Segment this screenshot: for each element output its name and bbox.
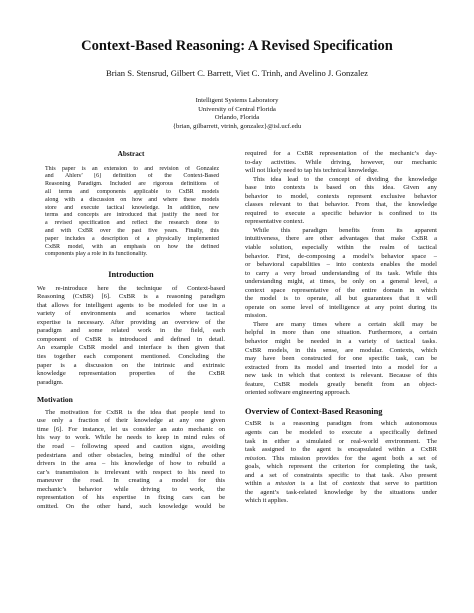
text-line: behavior might be needed in a variety of tactical tasks.: [245, 338, 437, 346]
affiliation-block: [0, 97, 474, 132]
paragraph: [245, 150, 437, 176]
text-line: agents can be modeled to execute a specifically defined: [245, 428, 437, 436]
introduction-heading: Introduction: [108, 270, 154, 280]
affiliation-university: University of Central Florida: [198, 105, 276, 113]
text-line: all terms and components applicable to CxBR models: [45, 188, 219, 195]
text-line: While this paradigm benefits from its apparent: [253, 226, 437, 234]
text-line: required for a CxBR representation of the mechanic’s day-: [245, 150, 437, 157]
text-line: CxBR model, with an emphasis on how the defined: [45, 243, 219, 250]
text-line: An example CxBR model and interface is then given that: [37, 344, 225, 352]
motivation-heading: Motivation: [37, 395, 73, 405]
text-line: the agent’s task-related knowledge by the situations under: [245, 488, 437, 496]
affiliation-city: Orlando, Florida: [214, 114, 260, 122]
text-line: understanding might, at times, be only on a general level, a: [245, 278, 437, 286]
text-line: may have been constructed for one specific task, can be: [245, 355, 437, 363]
text-line: variety of environments and scenarios where tactical: [37, 310, 225, 318]
text-line: that allows for intelligent agents to be modeled for use in a: [37, 301, 225, 309]
text-line: omitted. On the other hand, such knowledge would be: [37, 502, 225, 510]
paragraph: [245, 321, 437, 398]
text-line: mission. This mission provides for the agent both a set of: [245, 454, 437, 462]
text-line: We re-introduce here the technique of Context-based: [37, 284, 225, 292]
text-line: expertise is necessary. After providing an overview of the: [37, 318, 225, 326]
text-line: operate on some level of intelligence at any point during its: [245, 303, 437, 311]
text-line: The motivation for CxBR is the idea that people tend to: [45, 408, 225, 416]
text-line: mission.: [245, 312, 268, 320]
text-line: to-day activities. While driving, however, our mechanic: [245, 158, 437, 166]
text-line: Reasoning (CxBR) [6]. CxBR is a reasoning paradigm: [37, 293, 225, 301]
text-line: extracted from its model and inserted into a model for a: [245, 363, 437, 371]
text-line: paper includes a description of a physically implemented: [45, 235, 219, 242]
text-line: along with a discussion on how and where these models: [45, 196, 219, 203]
text-line: paradigm and some related work in the field, each: [37, 327, 225, 335]
text-line: task assigned to the agent is encapsulated within a CxBR: [245, 446, 437, 454]
overview-heading: Overview of Context-Based Reasoning: [245, 406, 383, 416]
text-line: required to execute a specific behavior is confined to its: [245, 209, 437, 217]
text-line: pedestrians and other obstacles, being mindful of the other: [37, 451, 225, 459]
text-line: oriented software engineering approach.: [245, 389, 351, 397]
introduction-body: [37, 285, 225, 388]
text-line: base into contexts is based on this idea. Given any: [245, 184, 437, 192]
text-line: intuitiveness, there are other advantages that make CxBR a: [245, 235, 437, 243]
right-column-body: [245, 150, 437, 398]
text-line: paper is a discussion on the intrinsic and extrinsic: [37, 361, 225, 369]
text-line: behavior. First, de-composing a model’s behavior space –: [245, 252, 437, 260]
text-line: new task in which that context is relevant. Because of this: [245, 372, 437, 380]
text-line: goals, which represent the criterion for completing the task,: [245, 463, 437, 471]
affiliation-emails: {brian, gilbarrett, vtrinh, gonzalez}@isl.ucf.edu: [172, 123, 302, 131]
text-line: maneuver the road. In creating a model for this: [37, 477, 225, 485]
text-line: and with CxBR over the past five years. Finally, this: [45, 227, 219, 234]
text-line: This paper is an extension to and revision of Gonzalez: [45, 165, 219, 172]
abstract-heading: Abstract: [117, 150, 145, 158]
text-line: the model is to operate, all but guarantees that it will: [245, 295, 437, 303]
motivation-body: [37, 409, 225, 512]
right-column: [245, 150, 437, 506]
text-line: This idea lead to the concept of dividing the knowledge: [253, 175, 437, 183]
paragraph: [245, 176, 437, 227]
text-line: the road – following speed and caution signs, avoiding: [37, 442, 225, 450]
author-list: Brian S. Stensrud, Gilbert C. Barrett, Viet C. Trinh, and Avelino J. Gonzalez: [106, 68, 368, 78]
text-line: feature, CxBR models greatly benefit from an object-: [245, 380, 437, 388]
text-line: Reasoning Paradigm. Included are rigorous definitions of: [45, 181, 219, 188]
paragraph: [245, 227, 437, 321]
text-line: ties together each component mentioned. Concluding the: [37, 353, 225, 361]
text-line: mechanic’s behavior while driving to work, the: [37, 485, 225, 493]
text-line: components play a role in its functionality.: [45, 251, 148, 258]
text-line: component of CxBR is introduced and defined in detail.: [37, 335, 225, 343]
text-line: a revised specification and reflect the research done to: [45, 220, 219, 227]
text-line: representation of his expertise in fixing cars can be: [37, 494, 225, 502]
text-line: terms and concepts are introduced that justify the need for: [45, 212, 219, 219]
text-line: paradigm.: [37, 378, 64, 386]
text-line: car’s transmission is irrelevant with respect to his need to: [37, 468, 225, 476]
text-line: and a set of constraints specific to that task. Also present: [245, 471, 437, 479]
affiliation-lab: Intelligent Systems Laboratory: [195, 97, 279, 104]
text-line: within a mission is a list of contexts that serve to partition: [245, 480, 437, 488]
overview-body: [245, 420, 437, 505]
text-line: to carry a very broad understanding of its task. While this: [245, 269, 437, 277]
text-line: CxBR is a reasoning paradigm from which autonomous: [245, 420, 437, 428]
text-line: viable solution, especially within the realm of tactical: [245, 244, 437, 252]
text-line: store and execute tactical knowledge. In addition, new: [45, 204, 219, 211]
text-line: helpful in more than one situation. Furthermore, a certain: [245, 329, 437, 337]
text-line: behavior to model, contexts represent exclusive behavior: [245, 192, 437, 200]
abstract-body: [37, 166, 225, 260]
text-line: time [6]. For instance, let us consider an auto mechanic on: [37, 425, 225, 433]
text-line: knowledge representation properties of the CxBR: [37, 370, 225, 378]
text-line: which it applies.: [245, 497, 289, 505]
text-line: will not likely need to tap his technical knowledge.: [245, 167, 379, 175]
left-column: [37, 150, 225, 511]
text-line: There are many times where a certain skill may be: [253, 320, 437, 328]
text-line: his way to work. While he needs to keep in mind rules of: [37, 434, 225, 442]
text-line: task in either a simulated or real-world environment. The: [245, 437, 437, 445]
paper-title: Context-Based Reasoning: A Revised Specification: [81, 38, 393, 54]
text-line: CxBR models, in this sense, are modular. Contexts, which: [245, 346, 437, 354]
text-line: classes relevant to that behavior. From that, the knowledge: [245, 201, 437, 209]
text-line: and Ahlers’ [6] definition of the Context-Based: [45, 173, 219, 180]
text-line: or behavioral capabilities – into contexts enables the model: [245, 261, 437, 269]
text-line: representative context.: [245, 218, 305, 226]
text-line: use only a fraction of their knowledge at any one given: [37, 417, 225, 425]
text-line: context space representative of the entire domain in which: [245, 286, 437, 294]
text-line: drivers in the area – his knowledge of how to rebuild a: [37, 460, 225, 468]
